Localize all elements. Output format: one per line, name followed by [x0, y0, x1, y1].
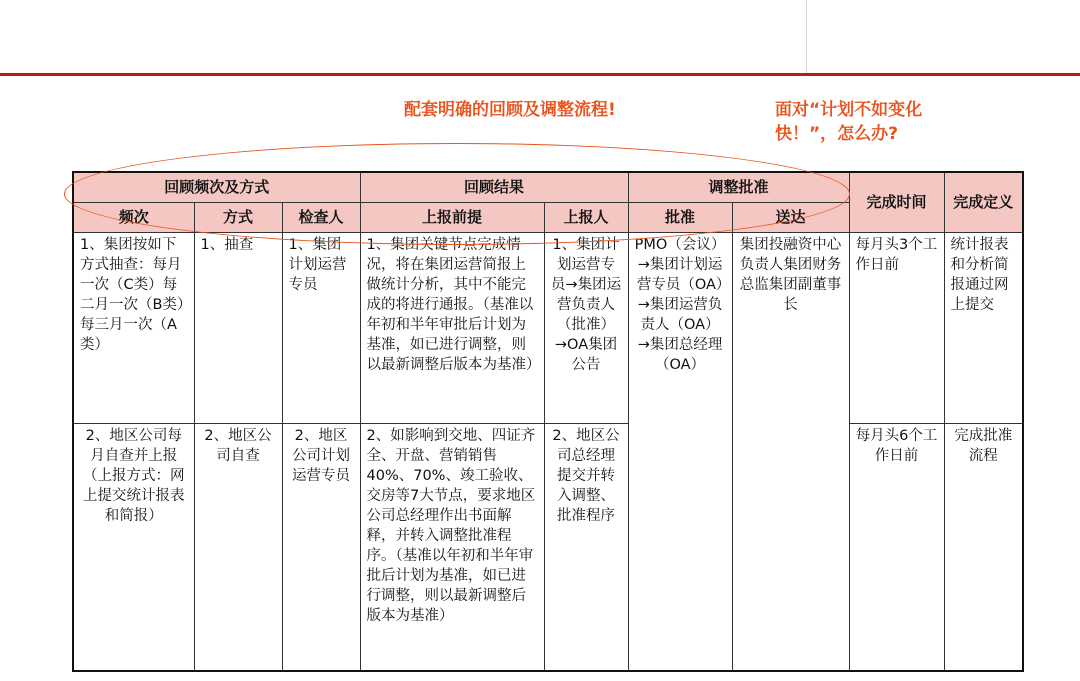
cell-done-def: 完成批准流程: [944, 423, 1023, 671]
header-divider: [806, 0, 807, 73]
cell-done-time: 每月头6个工作日前: [849, 423, 944, 671]
cell-checker: 2、地区公司计划运营专员: [282, 423, 360, 671]
header-adjust-approval: 调整批准: [628, 172, 849, 202]
cell-freq: 1、集团按如下方式抽查：每月一次（C类）每二月一次（B类）每三月一次（A类）: [73, 232, 194, 423]
cell-reporter: 1、集团计划运营专员→集团运营负责人（批准）→OA集团公告: [544, 232, 628, 423]
cell-done-def: 统计报表和分析简报通过网上提交: [944, 232, 1023, 423]
cell-checker: 1、集团计划运营专员: [282, 232, 360, 423]
cell-freq: 2、地区公司每月自查并上报（上报方式：网上提交统计报表和简报）: [73, 423, 194, 671]
header-review-result: 回顾结果: [360, 172, 628, 202]
cell-approve: PMO（会议）→集团计划运营专员（OA）→集团运营负责人（OA）→集团总经理（OA）: [628, 232, 732, 671]
header-review-freq: 回顾频次及方式: [73, 172, 360, 202]
cell-done-time: 每月头3个工作日前: [849, 232, 944, 423]
header-done-time: 完成时间: [849, 172, 944, 232]
header-done-def: 完成定义: [944, 172, 1023, 232]
header-freq: 频次: [73, 202, 194, 232]
header-reporter: 上报人: [544, 202, 628, 232]
callout-review-process: 配套明确的回顾及调整流程!: [404, 100, 616, 120]
header-report-premise: 上报前提: [360, 202, 544, 232]
cell-method: 2、地区公司自查: [194, 423, 282, 671]
header-rule: [0, 73, 1080, 76]
cell-report-premise: 1、集团关键节点完成情况，将在集团运营简报上做统计分析，其中不能完成的将进行通报。（基准以年初和半年审批后计划为基准，如已进行调整，则以最新调整后版本为基准）: [360, 232, 544, 423]
header-checker: 检查人: [282, 202, 360, 232]
cell-report-premise: 2、如影响到交地、四证齐全、开盘、营销销售40%、70%、竣工验收、交房等7大节点，要求地区公司总经理作出书面解释，并转入调整批准程序。（基准以年初和半年审批后计划为基准，如已进行调整，则以最新调整后版本为基准）: [360, 423, 544, 671]
header-method: 方式: [194, 202, 282, 232]
cell-deliver: 集团投融资中心负责人集团财务总监集团副董事长: [732, 232, 849, 671]
header-approve: 批准: [628, 202, 732, 232]
table-row: [73, 232, 1023, 423]
callout-plan-change: 面对“计划不如变化快！”，怎么办?: [775, 100, 923, 144]
header-deliver: 送达: [732, 202, 849, 232]
table-row: [73, 423, 1023, 671]
cell-method: 1、抽查: [194, 232, 282, 423]
cell-reporter: 2、地区公司总经理提交并转入调整、批准程序: [544, 423, 628, 671]
header-row-groups: [73, 172, 1023, 202]
review-adjust-table: [72, 171, 1024, 672]
